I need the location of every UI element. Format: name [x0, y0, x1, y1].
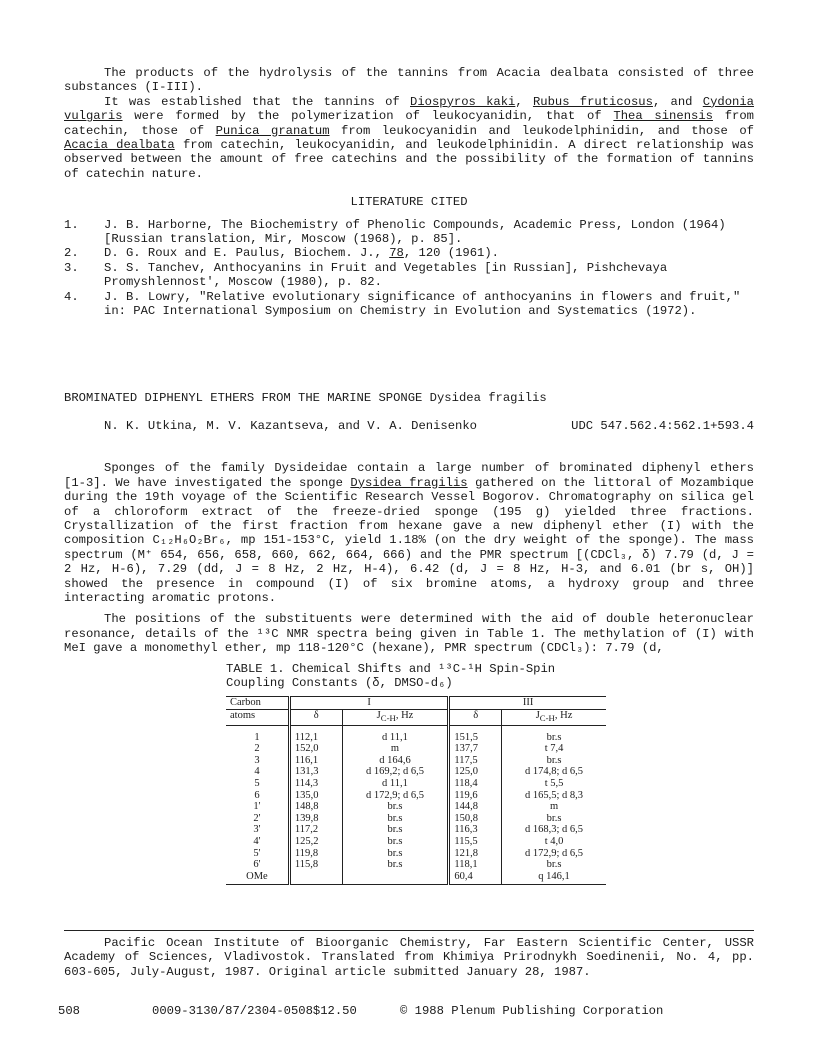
- page-body: [64, 66, 754, 885]
- cell-d3: 119,6: [449, 790, 502, 802]
- table-row: [226, 848, 606, 860]
- cell-d3: 60,4: [449, 871, 502, 885]
- cell-atom: 6': [253, 859, 261, 871]
- udc-code: UDC 547.562.4:562.1+593.4: [571, 418, 754, 433]
- reference-text: S. S. Tanchev, Anthocyanins in Fruit and Vegetables [in Russian], Pishchevaya Promyshlennost', Moscow (1980), p. 82.: [104, 260, 668, 290]
- cell-d1: 125,2: [289, 836, 342, 848]
- cell-d1: 116,1: [289, 755, 342, 767]
- cell-j1: d 169,2; d 6,5: [342, 766, 449, 778]
- cell-j3: t 4,0: [502, 836, 606, 848]
- reference-item: [64, 261, 754, 290]
- cell-j3: t 5,5: [502, 778, 606, 790]
- cell-atom: 3': [253, 824, 261, 836]
- cell-j1: br.s: [342, 836, 449, 848]
- col-delta-1: δ: [289, 710, 342, 726]
- text-span: Sponges of the family Dysideidae contain a large number of brominated diphenyl ethers [1-3]. We have investigated the sponge: [64, 461, 754, 490]
- reference-number: 3.: [64, 260, 79, 275]
- cell-d3: 125,0: [449, 766, 502, 778]
- cell-j3: br.s: [502, 725, 606, 743]
- article-title: BROMINATED DIPHENYL ETHERS FROM THE MARINE SPONGE Dysidea fragilis: [64, 390, 547, 405]
- cell-d1: 152,0: [289, 743, 342, 755]
- text-span: from catechin, leukocyanidin, and leukodelphinidin. A direct relationship was observed between the amount of free catechins and the possibility of the formation of tannins of catechin nature.: [64, 138, 754, 181]
- col-j-1: [342, 710, 449, 726]
- copyright: © 1988 Plenum Publishing Corporation: [400, 1004, 664, 1018]
- col-carbon: Carbon: [226, 697, 289, 710]
- cell-j3: d 174,8; d 6,5: [502, 766, 606, 778]
- species-name: Diospyros kaki: [410, 94, 516, 109]
- table-row: [226, 743, 606, 755]
- cell-d3: 116,3: [449, 824, 502, 836]
- cell-d3: 150,8: [449, 813, 502, 825]
- species-name: Rubus fruticosus: [532, 94, 653, 109]
- reference-list: [64, 218, 754, 319]
- text-span: from catechin, those of: [64, 109, 754, 138]
- cell-j1: br.s: [342, 824, 449, 836]
- text-span: from leukocyanidin and leukodelphinidin, and those of: [329, 123, 754, 138]
- group-header-1: I: [289, 697, 448, 710]
- cell-atom: 3: [254, 754, 260, 766]
- col-j-3: [502, 710, 606, 726]
- j-unit: , Hz: [554, 710, 573, 721]
- table-row: [226, 725, 606, 743]
- cell-j3: t 7,4: [502, 743, 606, 755]
- literature-heading: LITERATURE CITED: [350, 195, 468, 210]
- cell-d3: 137,7: [449, 743, 502, 755]
- reference-item: [64, 246, 754, 260]
- j-unit: , Hz: [395, 710, 414, 721]
- table-row: [226, 813, 606, 825]
- issn: 0009-3130/87/2304-0508$12.50: [152, 1004, 357, 1018]
- cell-d3: 121,8: [449, 848, 502, 860]
- j-subscript: C-H: [539, 713, 555, 724]
- footer-rule: [64, 930, 754, 931]
- text-span: were formed by the polymerization of leukocyanidin, that of: [122, 109, 614, 124]
- j-label: J: [376, 710, 381, 721]
- nmr-table-body: [226, 725, 606, 885]
- cell-j3: d 172,9; d 6,5: [502, 848, 606, 860]
- paragraph-tannins: [64, 95, 754, 181]
- cell-d3: 144,8: [449, 801, 502, 813]
- reference-number: 4.: [64, 289, 79, 304]
- cell-atom: 4: [254, 766, 260, 778]
- cell-d3: 117,5: [449, 755, 502, 767]
- cell-d1: 148,8: [289, 801, 342, 813]
- table-row: [226, 859, 606, 871]
- cell-j1: br.s: [342, 801, 449, 813]
- table-row: [226, 790, 606, 802]
- reference-item: [64, 218, 754, 247]
- cell-j1: br.s: [342, 859, 449, 871]
- text-span: gathered on the littoral of Mozambique during the 19th voyage of the Scientific Research Vessel Bogorov. Chromatography on silica gel of a chloroform extract of the freeze-dried sponge (195 g) yielded three fractions. Crystallization of the first fraction from hexane gave a new diphenyl ether (I) with the composition C₁₂H₆O₂Br₆, mp 151-153°C, yield 1.18% (on the dry weight of the sponge). The mass spectrum (M⁺ 654, 656, 658, 660, 662, 664, 666) and the PMR spectrum [(CDCl₃, δ) 7.79 (d, J = 2 Hz, H-6), 7.29 (dd, J = 8 Hz, 2 Hz, H-4), 6.42 (d, J = 8 Hz, H-3, and 6.01 (br s, OH)] showed the presence in compound (I) of six bromine atoms, a hydroxy group and three interacting aromatic protons.: [64, 475, 754, 605]
- cell-atom: 5': [253, 847, 261, 859]
- cell-atom: 6: [254, 789, 260, 801]
- reference-number: 2.: [64, 246, 79, 261]
- reference-text: , 120 (1961).: [403, 246, 499, 261]
- cell-d1: 119,8: [289, 848, 342, 860]
- table-row: [226, 836, 606, 848]
- cell-atom: 4': [253, 836, 261, 848]
- text-span: It was established that the tannins of: [104, 94, 410, 109]
- cell-d3: 115,5: [449, 836, 502, 848]
- table-row: [226, 766, 606, 778]
- cell-j3: d 165,5; d 8,3: [502, 790, 606, 802]
- group-header-3: III: [449, 697, 606, 710]
- reference-item: [64, 290, 754, 319]
- paragraph-hydrolysis: The products of the hydrolysis of the tannins from Acacia dealbata consisted of three substances (I-III).: [64, 66, 754, 95]
- j-label: J: [535, 710, 540, 721]
- page-number: 508: [58, 1004, 80, 1018]
- authors: N. K. Utkina, M. V. Kazantseva, and V. A. Denisenko: [104, 418, 477, 433]
- j-subscript: C-H: [380, 713, 396, 724]
- cell-j3: m: [502, 801, 606, 813]
- table-caption: TABLE 1. Chemical Shifts and ¹³C-¹H Spin-Spin Coupling Constants (δ, DMSO-d₆): [226, 661, 556, 690]
- cell-d3: 118,4: [449, 778, 502, 790]
- cell-j1: d 164,6: [342, 755, 449, 767]
- text-span: ,: [515, 94, 533, 109]
- reference-volume: 78: [389, 246, 404, 261]
- cell-d1: 131,3: [289, 766, 342, 778]
- cell-j1: d 172,9; d 6,5: [342, 790, 449, 802]
- cell-atom: 1': [253, 801, 261, 813]
- cell-j3: br.s: [502, 859, 606, 871]
- cell-d1: 135,0: [289, 790, 342, 802]
- cell-d1: [289, 871, 342, 885]
- species-name: Punica granatum: [215, 123, 330, 138]
- cell-atom: 2: [254, 743, 260, 755]
- table-row: [226, 778, 606, 790]
- cell-j3: br.s: [502, 813, 606, 825]
- nmr-table: [226, 696, 606, 885]
- reference-text: D. G. Roux and E. Paulus, Biochem. J.,: [104, 246, 390, 261]
- cell-atom: 2': [253, 812, 261, 824]
- cell-d1: 115,8: [289, 859, 342, 871]
- cell-j1: d 11,1: [342, 725, 449, 743]
- cell-j1: [342, 871, 449, 885]
- cell-d3: 118,1: [449, 859, 502, 871]
- reference-text: J. B. Harborne, The Biochemistry of Phenolic Compounds, Academic Press, London (1964) [Russian translation, Mir, Moscow (1968), p. 85].: [104, 217, 726, 247]
- paragraph-substituents: The positions of the substituents were determined with the aid of double heteronuclear resonance, details of the ¹³C NMR spectra being given in Table 1. The methylation of (I) with MeI gave a monomethyl ether, mp 118-120°C (hexane), PMR spectrum (CDCl₃): 7.79 (d,: [64, 612, 754, 656]
- text-span: , and: [652, 94, 703, 109]
- table-row: [226, 824, 606, 836]
- table-row: [226, 871, 606, 885]
- table-row: [226, 755, 606, 767]
- cell-j1: br.s: [342, 848, 449, 860]
- species-name: Acacia dealbata: [64, 138, 175, 153]
- reference-text: J. B. Lowry, "Relative evolutionary significance of anthocyanins in flowers and fruit," in: PAC International Symposium on Chemistry in Evolution and Systematics (1972).: [104, 289, 741, 319]
- reference-number: 1.: [64, 217, 79, 232]
- table-row: [226, 801, 606, 813]
- byline: [64, 419, 754, 433]
- species-name: Thea sinensis: [613, 109, 713, 124]
- cell-d1: 117,2: [289, 824, 342, 836]
- cell-j3: br.s: [502, 755, 606, 767]
- species-name: Dysidea fragilis: [350, 475, 468, 490]
- cell-atom: OMe: [226, 871, 289, 885]
- cell-d3: 151,5: [449, 725, 502, 743]
- paragraph-sponges: [64, 461, 754, 605]
- cell-atom: 1: [254, 731, 260, 743]
- cell-j1: d 11,1: [342, 778, 449, 790]
- cell-d1: 114,3: [289, 778, 342, 790]
- cell-atom: 5: [254, 778, 260, 790]
- col-delta-3: δ: [449, 710, 502, 726]
- col-atoms: atoms: [226, 710, 289, 726]
- affiliation: Pacific Ocean Institute of Bioorganic Chemistry, Far Eastern Scientific Center, USSR Academy of Sciences, Vladivostok. Translated from Khimiya Prirodnykh Soedinenii, No. 4, pp. 603-605, July-August, 1987. Original article submitted January 28, 1987.: [64, 936, 754, 979]
- cell-j3: d 168,3; d 6,5: [502, 824, 606, 836]
- cell-j1: br.s: [342, 813, 449, 825]
- cell-d1: 112,1: [289, 725, 342, 743]
- species-name: Cydonia vulgaris: [64, 94, 754, 124]
- cell-j1: m: [342, 743, 449, 755]
- cell-d1: 139,8: [289, 813, 342, 825]
- cell-j3: q 146,1: [502, 871, 606, 885]
